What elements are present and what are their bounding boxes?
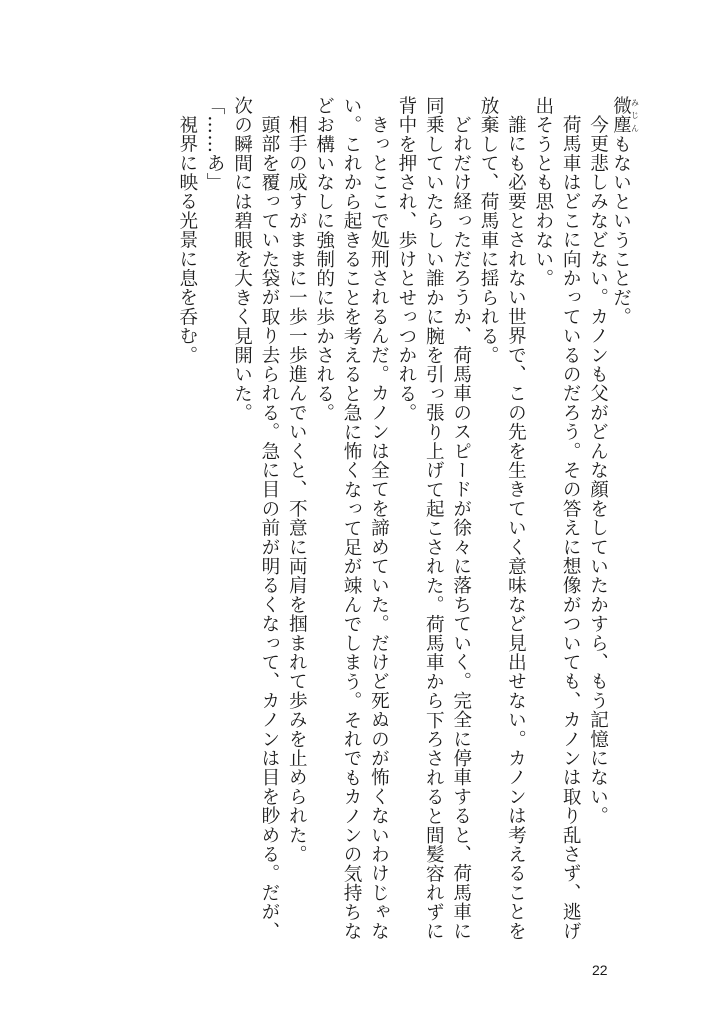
text-line-1 [612,96,639,956]
ruby-reading: みじん [630,96,640,135]
line-text: もないということだ。 [610,134,632,327]
ruby-word [610,96,640,135]
page-number: 22 [592,962,608,978]
text-line: 出そうとも思わない。 [532,96,554,288]
text-line: 同乗していたらしい誰かに腕を引っ張り上げて起こされた。荷馬車から下ろされると間髪容れずに [423,96,445,941]
text-line: 背中を押され、歩けとせっつかれる。 [395,96,417,423]
novel-text-body [173,96,639,956]
text-line: 今更悲しみなどない。カノンも父がどんな顔をしていたかすら、もう記憶にない。 [587,114,609,825]
text-line: 頭部を覆っていた袋が取り去られる。急に目の前が明るくなって、カノンは目を眇める。だが、 [258,114,280,941]
text-line: 荷馬車はどこに向かっているのだろう。その答えに想像がついても、カノンは取り乱さず、逃げ [560,114,582,941]
text-line: どれだけ経っただろうか、荷馬車のスピードが徐々に落ちていく。完全に停車すると、荷馬車に [450,114,472,941]
text-line: 視界に映る光景に息を呑む。 [176,114,198,365]
text-line: 誰にも必要とされない世界で、この先を生きていく意味など見出せない。カノンは考えることを [505,114,527,941]
text-line: 放棄して、荷馬車に揺られる。 [478,96,500,365]
text-line: どお構いなしに強制的に歩かされる。 [313,96,335,423]
text-line: 相手の成すがままに一歩一歩進んでいくと、不意に両肩を掴まれて歩みを止められた。 [286,114,308,864]
ruby-base: 微塵 [610,96,632,135]
text-line: 「……あ」 [204,96,226,192]
text-line: 次の瞬間には碧眼を大きく見開いた。 [231,96,253,423]
text-line: きっとここで処刑されるんだ。カノンは全てを諦めていた。だけど死ぬのが怖くないわけじゃな [368,114,390,941]
text-line: い。これから起きることを考えると急に怖くなって足が竦んでしまう。それでもカノンの気持ちな [341,96,363,941]
